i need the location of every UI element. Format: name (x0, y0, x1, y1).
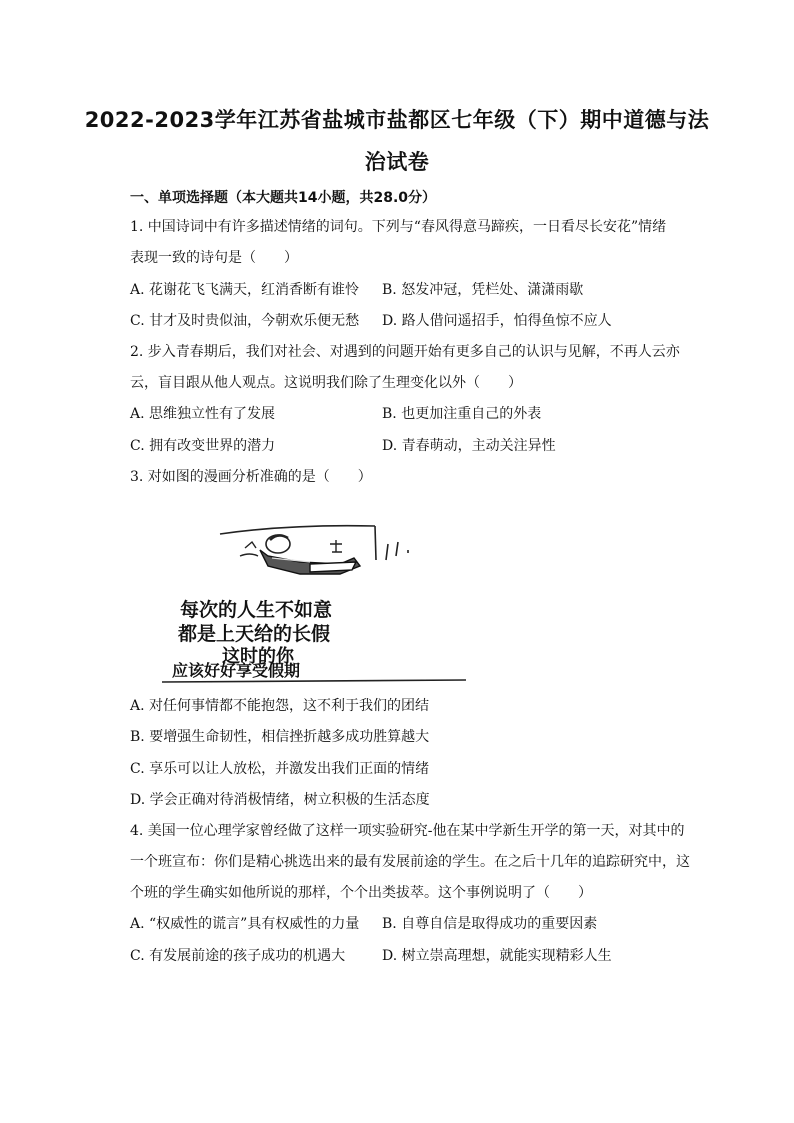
q4-stem-line-1: 4. 美国一位心理学家曾经做了这样一项实验研究-他在某中学新生开学的第一天，对其中的 (130, 823, 685, 839)
q1-option-b: B. 怒发冲冠，凭栏处、潇潇雨歇 (382, 282, 584, 298)
comic-text-2: 都是上天给的长假 (178, 624, 331, 645)
q2-stem-line-2: 云，盲目跟从他人观点。这说明我们除了生理变化以外（ ） (130, 375, 522, 391)
reclining-figure-icon (240, 535, 360, 574)
q3-option-d: D. 学会正确对待消极情绪，树立积极的生活态度 (130, 792, 430, 808)
q1-option-c: C. 甘才及时贵似油，今朝欢乐便无愁 (130, 313, 360, 329)
q4-option-b: B. 自尊自信是取得成功的重要因素 (382, 916, 598, 932)
exam-title-line-2: 治试卷 (364, 150, 430, 174)
q3-stem: 3. 对如图的漫画分析准确的是（ ） (130, 469, 372, 485)
q3-option-c: C. 享乐可以让人放松，并激发出我们正面的情绪 (130, 761, 430, 777)
comic-text-1: 每次的人生不如意 (180, 600, 333, 621)
q1-stem-line-1: 1. 中国诗词中有许多描述情绪的词句。下列与“春风得意马蹄疾，一日看尽长安花”情绪 (130, 219, 667, 235)
comic-illustration (160, 512, 470, 687)
q2-option-b: B. 也更加注重自己的外表 (382, 406, 542, 422)
q2-option-a: A. 思维独立性有了发展 (130, 406, 276, 422)
q4-option-d: D. 树立崇高理想，就能实现精彩人生 (382, 948, 612, 964)
q4-stem-line-2: 一个班宣布：你们是精心挑选出来的最有发展前途的学生。在之后十几年的追踪研究中，这 (130, 854, 690, 870)
section-header: 一、单项选择题（本大题共14小题，共28.0分） (130, 190, 437, 206)
q2-option-c: C. 拥有改变世界的潜力 (130, 438, 276, 454)
exam-title-line-1: 2022-2023学年江苏省盐城市盐都区七年级（下）期中道德与法 (84, 108, 710, 132)
q1-option-d: D. 路人借问遥招手，怕得鱼惊不应人 (382, 313, 612, 329)
q3-option-a: A. 对任何事情都不能抱怨，这不利于我们的团结 (130, 698, 430, 714)
q4-stem-line-3: 个班的学生确实如他所说的那样，个个出类拔萃。这个事例说明了（ ） (130, 885, 592, 901)
q3-option-b: B. 要增强生命韧性，相信挫折越多成功胜算越大 (130, 729, 430, 745)
q1-option-a: A. 花谢花飞飞满天，红消香断有谁怜 (130, 282, 360, 298)
q1-stem-line-2: 表现一致的诗句是（ ） (130, 250, 298, 266)
q4-option-a: A. “权威性的谎言”具有权威性的力量 (130, 916, 360, 932)
comic-text-4: 应该好好享受假期 (172, 663, 301, 680)
q2-stem-line-1: 2. 步入青春期后，我们对社会、对遇到的问题开始有更多自己的认识与见解，不再人云亦 (130, 344, 680, 360)
q2-option-d: D. 青春萌动，主动关注异性 (382, 438, 556, 454)
q4-option-c: C. 有发展前途的孩子成功的机遇大 (130, 948, 346, 964)
comic-text-3: 这时的你 (222, 646, 294, 666)
